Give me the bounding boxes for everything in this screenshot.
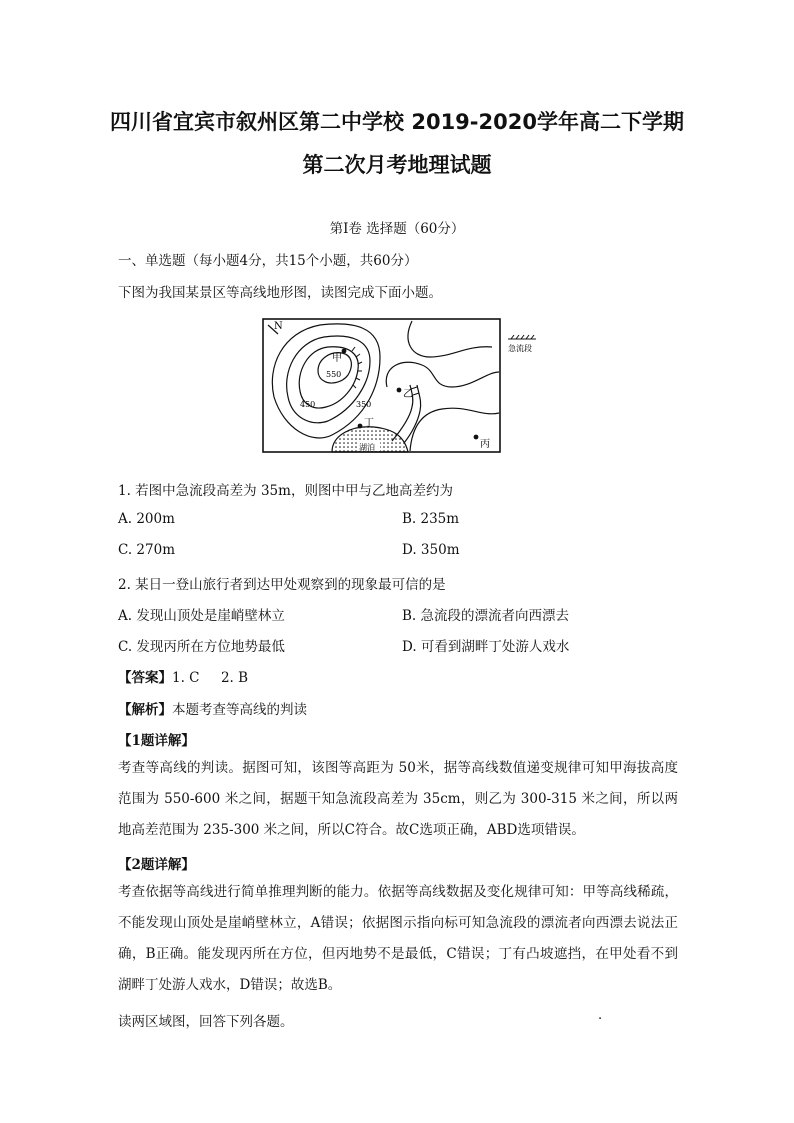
contour-map [262, 317, 552, 459]
label-550: 550 [326, 370, 342, 379]
detail-2-text: 考查依据等高线进行简单推理判断的能力。依据等高线数据及变化规律可知：甲等高线稀疏，不能发现山顶处是崖峭壁林立，A错误；依据图示指向标可知急流段的漂流者向西漂去说法正确，B正确。能发现丙所在方位，但丙地势不是最低，C错误；丁有凸坡遮挡，在甲处看不到湖畔丁处游人戏水，D错误；故选B。 [118, 884, 678, 993]
intro-text: 下图为我国某景区等高线地形图，读图完成下面小题。 [118, 285, 442, 301]
point-yi [397, 388, 402, 393]
q2-option-d: D. 可看到湖畔丁处游人戏水 [402, 639, 570, 655]
point-bing [474, 435, 479, 440]
answer-text: 1. C 2. B [172, 670, 249, 686]
legend-label: 急流段 [508, 344, 532, 353]
point-ding [358, 424, 363, 429]
q2-option-a: A. 发现山顶处是崖峭壁林立 [118, 608, 285, 624]
detail-1-text: 考查等高线的判读。据图可知，该图等高距为 50米，据等高线数值递变规律可知甲海拔高度范围为 550-600 米之间，据题干知急流段高差为 35cm，则乙为 300-315 米之间，所以两地高差范围为 235-300 米之间，所以C符合。故C选项正确，ABD选项错误。 [118, 760, 678, 838]
label-jia: 甲 [332, 353, 342, 364]
answer-line [118, 666, 248, 686]
stray-dot: . [598, 1008, 603, 1023]
analysis-label: 【解析】 [118, 702, 172, 718]
point-jia [342, 349, 347, 354]
title-line-2: 第二次月考地理试题 [302, 153, 492, 177]
q1-stem: 1. 若图中急流段高差为 35m，则图中甲与乙地高差约为 [118, 483, 453, 499]
q2-option-c: C. 发现丙所在方位地势最低 [118, 639, 285, 655]
analysis-text: 本题考查等高线的判读 [172, 702, 307, 718]
q1-option-b: B. 235m [402, 511, 460, 527]
q2-option-b: B. 急流段的漂流者向西漂去 [402, 608, 570, 624]
detail-1-label: 【1题详解】 [118, 733, 195, 749]
label-ding: 丁 [364, 418, 374, 429]
q1-option-c: C. 270m [118, 542, 175, 558]
next-intro: 读两区域图，回答下列各题。 [118, 1014, 294, 1030]
q1-option-a: A. 200m [118, 511, 175, 527]
answer-label: 【答案】 [118, 670, 172, 686]
analysis-line [118, 698, 307, 718]
north-label: N [274, 321, 283, 332]
label-bing: 丙 [480, 439, 490, 450]
label-450: 450 [300, 400, 316, 409]
q2-stem: 2. 某日一登山旅行者到达甲处观察到的现象最可信的是 [118, 577, 446, 593]
part-one-heading: 一、单选题（每小题4分，共15个小题，共60分） [118, 253, 418, 269]
lake-label: 湖泊 [359, 443, 375, 452]
q1-option-d: D. 350m [402, 542, 460, 558]
section-header: 第Ⅰ卷 选择题（60分） [329, 221, 465, 237]
rapids-legend-icon [508, 335, 536, 339]
label-yi: 乙 [403, 389, 413, 400]
detail-2-label: 【2题详解】 [118, 857, 195, 873]
label-350: 350 [356, 400, 372, 409]
title-line-1: 四川省宜宾市叙州区第二中学校 2019-2020学年高二下学期 [110, 110, 684, 134]
